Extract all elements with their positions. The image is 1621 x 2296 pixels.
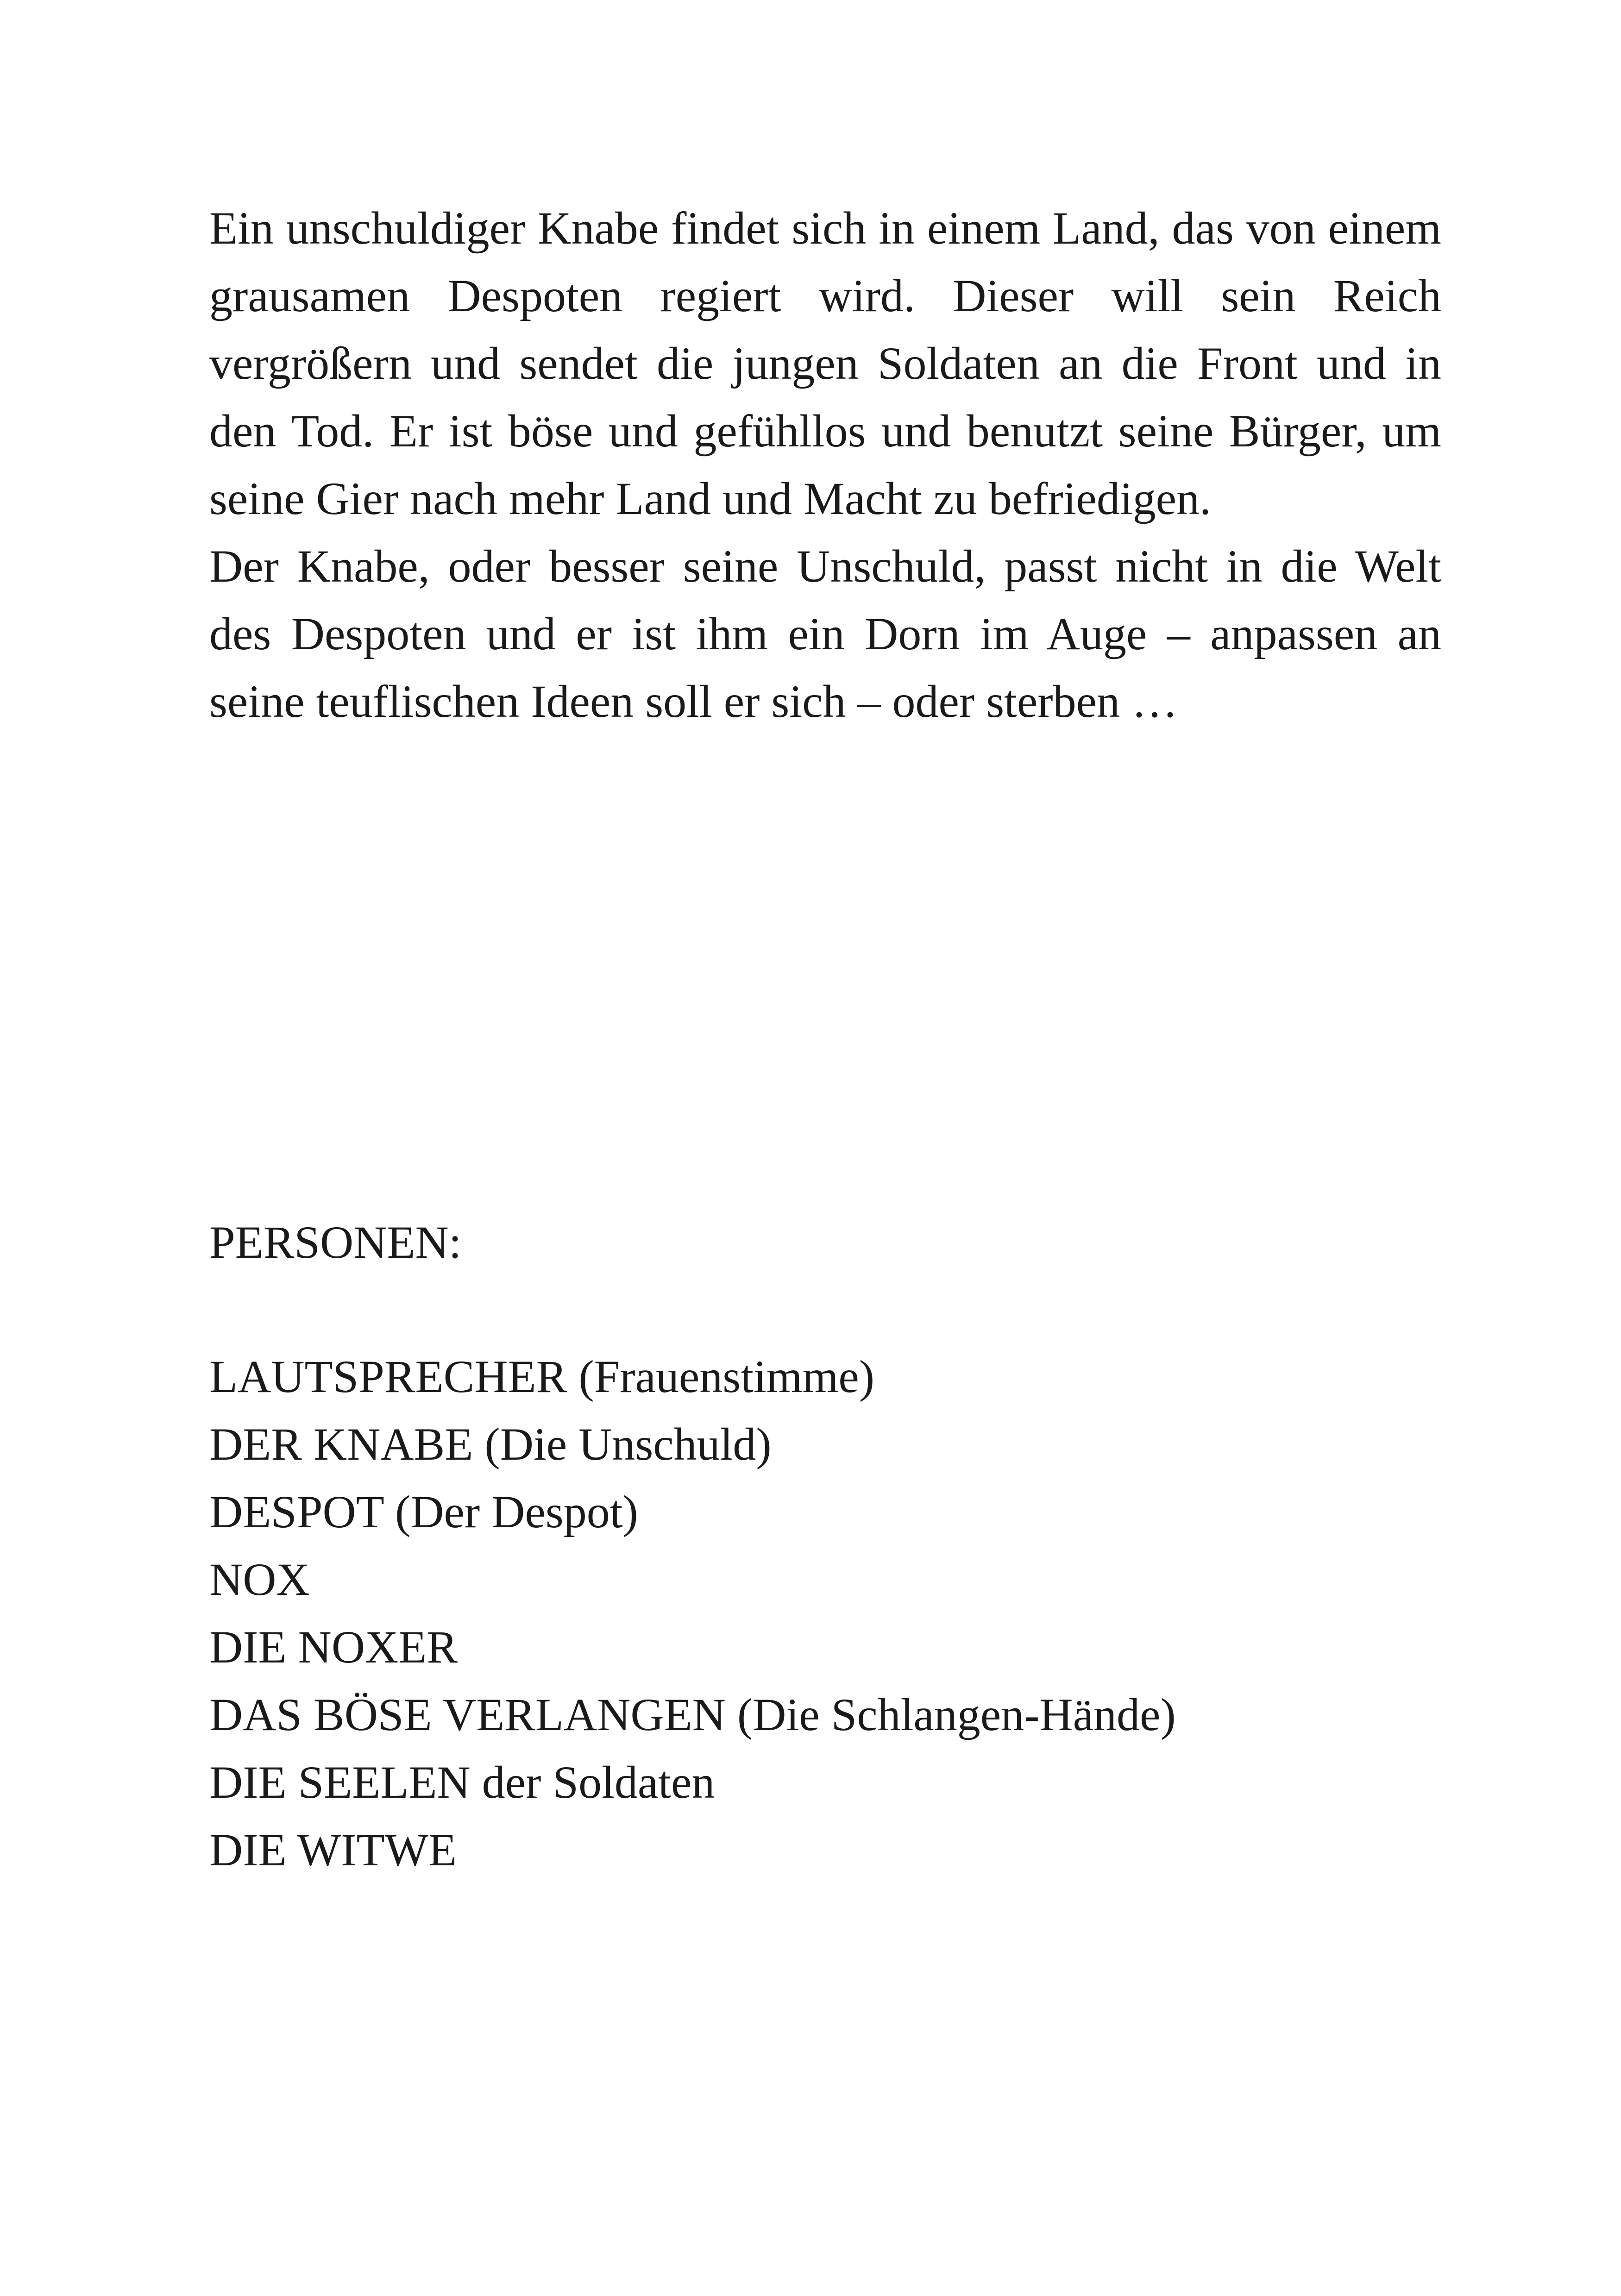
- personen-item-knabe: DER KNABE (Die Unschuld): [209, 1418, 772, 1470]
- intro-paragraph-1: Ein unschuldiger Knabe findet sich in einem Land, das von einem grausamen Despoten regiert wird. Dieser will sein Reich vergrößern und sendet die jungen Soldaten an die Front und in den Tod. Er ist böse und gefühllos und benutzt seine Bürger, um seine Gier nach mehr Land und Macht zu befriedigen.: [209, 202, 1441, 524]
- personen-item-noxer: DIE NOXER: [209, 1621, 458, 1673]
- personen-item-witwe: DIE WITWE: [209, 1824, 457, 1876]
- personen-list: [209, 1343, 1176, 1884]
- personen-heading: PERSONEN:: [209, 1217, 462, 1268]
- personen-item-boese-verlangen: DAS BÖSE VERLANGEN (Die Schlangen-Hände): [209, 1689, 1176, 1740]
- personen-item-seelen: DIE SEELEN der Soldaten: [209, 1757, 715, 1808]
- personen-item-despot: DESPOT (Der Despot): [209, 1486, 638, 1537]
- intro-paragraph-2: Der Knabe, oder besser seine Unschuld, passt nicht in die Welt des Despoten und er ist ihm ein Dorn im Auge – anpassen an seine teuflischen Ideen soll er sich – oder sterben …: [209, 540, 1441, 727]
- intro-text: [209, 194, 1441, 735]
- personen-item-nox: NOX: [209, 1554, 310, 1605]
- personen-item-lautsprecher: LAUTSPRECHER (Frauenstimme): [209, 1351, 875, 1402]
